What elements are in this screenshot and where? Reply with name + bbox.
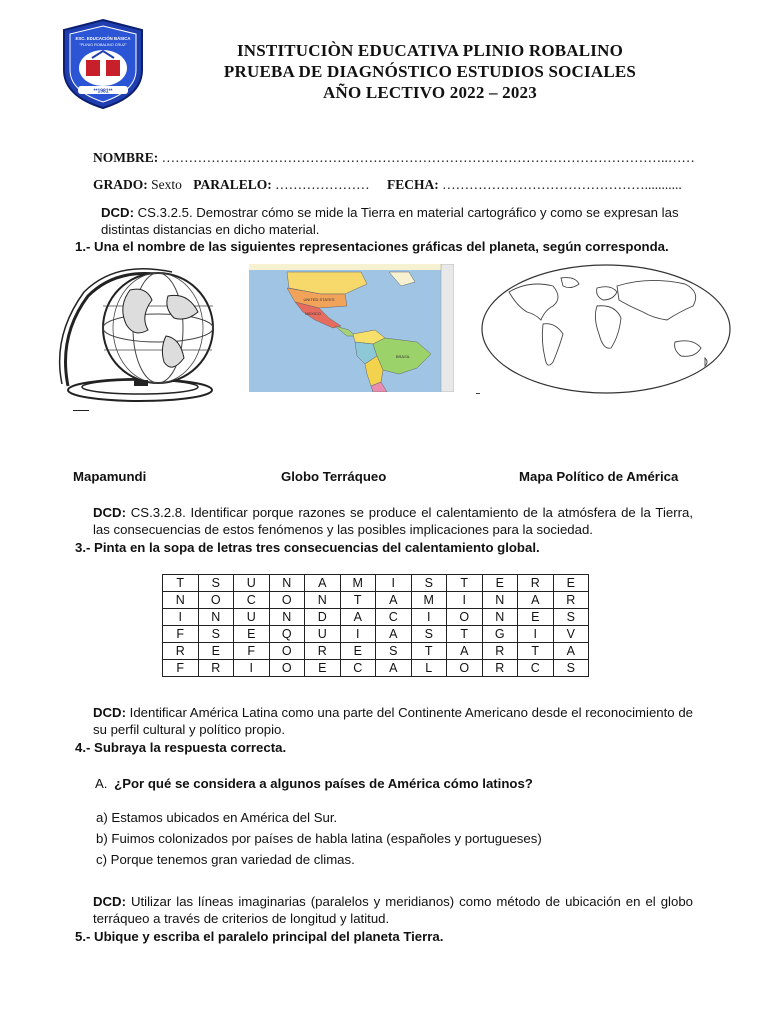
grid-cell[interactable]: N (305, 592, 341, 609)
option-a[interactable] (96, 810, 337, 825)
grid-cell[interactable]: I (376, 575, 412, 592)
question-4: 4.- Subraya la respuesta correcta. (75, 740, 287, 755)
exam-title: PRUEBA DE DIAGNÓSTICO ESTUDIOS SOCIALES (223, 62, 637, 81)
nombre-label: NOMBRE: (93, 150, 159, 165)
grid-cell[interactable]: N (269, 575, 305, 592)
paralelo-field[interactable]: ………………… (271, 177, 370, 192)
grid-cell[interactable]: N (482, 609, 518, 626)
grado-line (93, 177, 682, 193)
grid-cell[interactable]: E (518, 609, 554, 626)
grid-cell[interactable]: A (376, 592, 412, 609)
grid-cell[interactable]: A (447, 643, 483, 660)
grid-cell[interactable]: I (447, 592, 483, 609)
grado-label: GRADO: (93, 177, 148, 192)
grid-cell[interactable]: A (305, 575, 341, 592)
grid-cell[interactable]: R (482, 660, 518, 677)
grid-cell[interactable]: T (340, 592, 376, 609)
grid-row (163, 609, 589, 626)
crest-text-year: **1981** (93, 88, 113, 95)
grid-cell[interactable]: R (163, 643, 199, 660)
sub-question-text: ¿Por qué se considera a algunos países de América cómo latinos? (114, 776, 533, 791)
grid-cell[interactable]: T (518, 643, 554, 660)
grid-cell[interactable]: I (163, 609, 199, 626)
answer-line (73, 410, 89, 411)
dcd-text: Identificar América Latina como una parte del Continente Americano desde el reconocimiento de su perfil cultural y político propio. (93, 705, 693, 737)
grado-value: Sexto (147, 177, 182, 192)
dcd-label: DCD: (101, 205, 134, 220)
map-label-mexico: MEXICO (305, 311, 321, 316)
grid-cell[interactable]: U (234, 575, 270, 592)
grid-cell[interactable]: E (553, 575, 589, 592)
grid-cell[interactable]: O (198, 592, 234, 609)
grid-cell[interactable]: O (269, 643, 305, 660)
grid-cell[interactable]: R (482, 643, 518, 660)
grid-cell[interactable]: L (411, 660, 447, 677)
grid-cell[interactable]: T (447, 626, 483, 643)
label-mapa-politico[interactable]: Mapa Político de América (519, 469, 679, 484)
grid-cell[interactable]: Q (269, 626, 305, 643)
question-5: 5.- Ubique y escriba el paralelo principal del planeta Tierra. (75, 929, 444, 944)
grid-cell[interactable]: C (340, 660, 376, 677)
grid-cell[interactable]: F (163, 626, 199, 643)
grid-cell[interactable]: C (518, 660, 554, 677)
grid-row (163, 643, 589, 660)
grid-cell[interactable]: A (376, 660, 412, 677)
fecha-field[interactable]: ………………………………………........... (438, 177, 682, 192)
option-letter: b) (96, 831, 108, 846)
grid-cell[interactable]: O (447, 660, 483, 677)
dcd-paragraph-4 (93, 704, 693, 738)
grid-cell[interactable]: E (482, 575, 518, 592)
grid-cell[interactable]: S (553, 609, 589, 626)
world-map-image[interactable] (479, 262, 733, 396)
grid-cell[interactable]: R (305, 643, 341, 660)
grid-cell[interactable]: I (518, 626, 554, 643)
dcd-text: Utilizar las líneas imaginarias (paralelos y meridianos) como método de ubicación en el globo terráqueo a través de criterios de longitud y latitud. (93, 894, 693, 926)
school-year: AÑO LECTIVO 2022 – 2023 (323, 83, 537, 102)
dcd-paragraph-1 (101, 204, 701, 238)
grid-cell[interactable]: A (518, 592, 554, 609)
crest-text-top: ESC. EDUCACIÓN BÁSICA (75, 36, 131, 41)
option-text: Porque tenemos gran variedad de climas. (110, 852, 355, 867)
word-search-grid (162, 574, 589, 677)
political-map-america-image[interactable] (249, 264, 454, 392)
answer-mark (476, 393, 480, 394)
grid-cell[interactable]: R (518, 575, 554, 592)
crest-text-middle: "PLINIO ROBALINO CRUZ" (79, 43, 127, 47)
sub-question-a (95, 776, 533, 791)
grid-cell[interactable]: S (376, 643, 412, 660)
grid-cell[interactable]: N (269, 609, 305, 626)
paralelo-label: PARALELO: (193, 177, 272, 192)
grid-cell[interactable]: A (553, 643, 589, 660)
option-letter: a) (96, 810, 108, 825)
grid-cell[interactable]: O (447, 609, 483, 626)
globe-image[interactable] (48, 266, 238, 406)
option-letter: c) (96, 852, 107, 867)
grid-cell[interactable]: S (198, 626, 234, 643)
grid-cell[interactable]: A (376, 626, 412, 643)
grid-cell[interactable]: R (553, 592, 589, 609)
grid-cell[interactable]: D (305, 609, 341, 626)
option-c[interactable] (96, 852, 355, 867)
nombre-line (93, 150, 695, 166)
grid-cell[interactable]: C (234, 592, 270, 609)
nombre-field[interactable]: …………………………………………………………………………………………………..…… (158, 150, 695, 165)
grid-row (163, 575, 589, 592)
dcd-paragraph-3 (93, 504, 693, 538)
grid-row (163, 626, 589, 643)
dcd-label: DCD: (93, 705, 126, 720)
label-mapamundi[interactable]: Mapamundi (73, 469, 147, 484)
grid-cell[interactable]: S (198, 575, 234, 592)
institution-title: INSTITUCIÒN EDUCATIVA PLINIO ROBALINO (236, 41, 624, 60)
option-text: Fuimos colonizados por países de habla latina (españoles y portugueses) (111, 831, 542, 846)
grid-cell[interactable]: T (447, 575, 483, 592)
grid-cell[interactable]: I (340, 626, 376, 643)
grid-cell[interactable]: N (198, 609, 234, 626)
question-1: 1.- Una el nombre de las siguientes representaciones gráficas del planeta, según corresponda. (75, 239, 669, 254)
dcd-text: CS.3.2.5. Demostrar cómo se mide la Tierra en material cartográfico y como se expresan las distintas distancias en dicho material. (101, 205, 679, 237)
grid-cell[interactable]: N (482, 592, 518, 609)
map-label-usa: UNITED STATES (303, 297, 335, 302)
grid-cell[interactable]: S (411, 575, 447, 592)
grid-cell[interactable]: U (305, 626, 341, 643)
grid-cell[interactable]: M (340, 575, 376, 592)
dcd-label: DCD: (93, 894, 126, 909)
grid-cell[interactable]: E (234, 626, 270, 643)
grid-cell[interactable]: S (553, 660, 589, 677)
grid-cell[interactable]: U (234, 609, 270, 626)
grid-cell[interactable]: O (269, 592, 305, 609)
map-label-brasil: BRASIL (395, 354, 411, 359)
question-3: 3.- Pinta en la sopa de letras tres consecuencias del calentamiento global. (75, 540, 540, 555)
grid-cell[interactable]: N (163, 592, 199, 609)
grid-cell[interactable]: E (305, 660, 341, 677)
option-text: Estamos ubicados en América del Sur. (111, 810, 338, 825)
grid-cell[interactable]: F (163, 660, 199, 677)
grid-cell[interactable]: F (234, 643, 270, 660)
grid-cell[interactable]: S (411, 626, 447, 643)
option-b[interactable] (96, 831, 542, 846)
label-globo-terraqueo[interactable]: Globo Terráqueo (281, 469, 387, 484)
grid-cell[interactable]: A (340, 609, 376, 626)
grid-cell[interactable]: M (411, 592, 447, 609)
sub-question-letter: A. (95, 776, 108, 791)
school-crest-logo (58, 18, 148, 110)
grid-cell[interactable]: E (340, 643, 376, 660)
grid-cell[interactable]: G (482, 626, 518, 643)
grid-cell[interactable]: I (234, 660, 270, 677)
grid-cell[interactable]: C (376, 609, 412, 626)
grid-cell[interactable]: O (269, 660, 305, 677)
dcd-paragraph-5 (93, 893, 693, 927)
grid-cell[interactable]: V (553, 626, 589, 643)
grid-cell[interactable]: T (163, 575, 199, 592)
dcd-label: DCD: (93, 505, 126, 520)
grid-cell[interactable]: E (198, 643, 234, 660)
fecha-label: FECHA: (387, 177, 439, 192)
grid-row (163, 592, 589, 609)
grid-cell[interactable]: T (411, 643, 447, 660)
grid-row (163, 660, 589, 677)
grid-cell[interactable]: I (411, 609, 447, 626)
grid-cell[interactable]: R (198, 660, 234, 677)
dcd-text: CS.3.2.8. Identificar porque razones se produce el calentamiento de la atmósfera de la Tierra, las consecuencias de estos fenómenos y las posibles implicaciones para la sociedad. (93, 505, 693, 537)
